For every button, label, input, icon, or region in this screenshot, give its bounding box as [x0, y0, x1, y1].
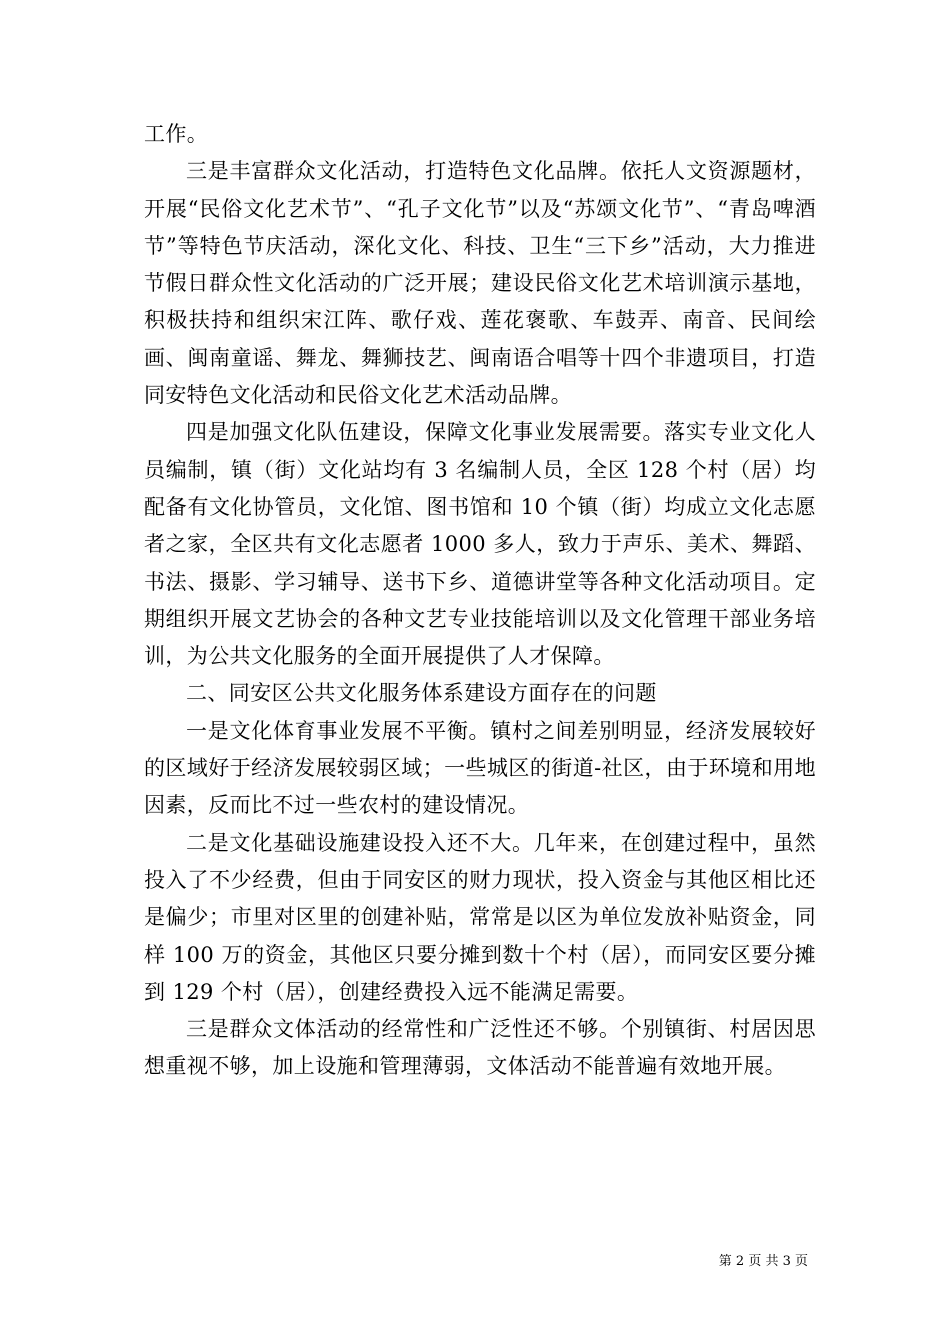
paragraph-continuation: 工作。 [144, 122, 209, 146]
paragraph-cultural-team: 四是加强文化队伍建设，保障文化事业发展需要。落实专业文化人员编制，镇（街）文化站均有 3 名编制人员，全区 128 个村（居）均配备有文化协管员，文化馆、图书馆和 10 个镇（街）均成立文化志愿者之家，全区共有文化志愿者 1000 多人，致力于声乐、美术、舞蹈、书法、摄影、学习辅导、送书下乡、道德讲堂等各种文化活动项目。定期组织开展文艺协会的各种文艺专业技能培训以及文化管理干部业务培训，为公共文化服务的全面开展提供了人才保障。 [144, 420, 816, 669]
paragraph-investment: 二是文化基础设施建设投入还不大。几年来，在创建过程中，虽然投入了不少经费，但由于同安区的财力现状，投入资金与其他区相比还是偏少；市里对区里的创建补贴，常常是以区为单位发放补贴资金，同样 100 万的资金，其他区只要分摊到数十个村（居），而同安区要分摊到 129 个村（居），创建经费投入远不能满足需要。 [144, 830, 816, 1004]
paragraph-cultural-activities: 三是丰富群众文化活动，打造特色文化品牌。依托人文资源题材，开展“民俗文化艺术节”、“孔子文化节”以及“苏颂文化节”、“青岛啤酒节”等特色节庆活动，深化文化、科技、卫生“三下乡”活动，大力推进节假日群众性文化活动的广泛开展；建设民俗文化艺术培训演示基地，积极扶持和组织宋江阵、歌仔戏、莲花褒歌、车鼓弄、南音、民间绘画、闽南童谣、舞龙、舞狮技艺、闽南语合唱等十四个非遗项目，打造同安特色文化活动和民俗文化艺术活动品牌。 [144, 159, 816, 408]
page-number: 第 2 页 共 3 页 [718, 1254, 808, 1269]
document-body [144, 116, 816, 1086]
section-heading-problems: 二、同安区公共文化服务体系建设方面存在的问题 [186, 681, 657, 706]
paragraph-activity-frequency: 三是群众文体活动的经常性和广泛性还不够。个别镇街、村居因思想重视不够，加上设施和管理薄弱，文体活动不能普遍有效地开展。 [144, 1017, 816, 1079]
paragraph-imbalance: 一是文化体育事业发展不平衡。镇村之间差别明显，经济发展较好的区域好于经济发展较弱区域；一些城区的街道-社区，由于环境和用地因素，反而比不过一些农村的建设情况。 [144, 718, 816, 818]
